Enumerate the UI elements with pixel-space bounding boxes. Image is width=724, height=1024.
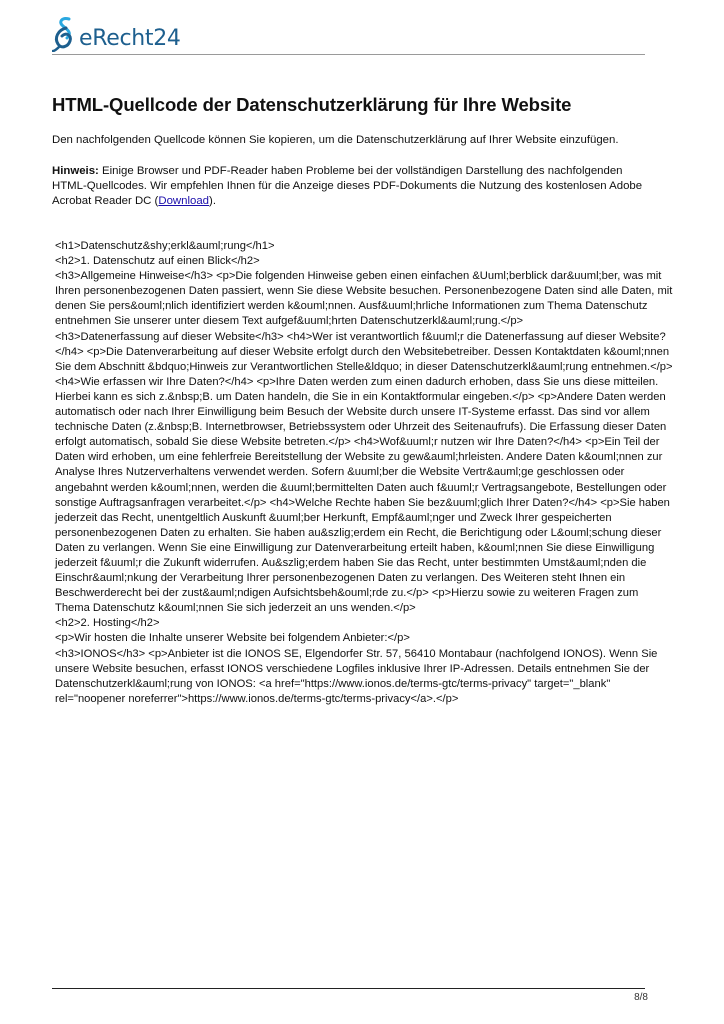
code-line: <h2>2. Hosting</h2> (55, 617, 160, 630)
logo-text: eRecht24 (79, 26, 181, 51)
page-header (52, 14, 645, 55)
code-line: <h3>Allgemeine Hinweise</h3> <p>Die folgenden Hinweise geben einen einfachen &Uuml;berblick dar&uuml;ber, was mit Ihren personenbezogenen Daten passiert, wenn Sie diese Website besuchen. Personenbezogene Daten sind alle Daten, mit denen Sie pers&ouml;nlich identifiziert werden k&ouml;nnen. Ausf&uuml;hrliche Informationen zum Thema Datenschutz entnehmen Sie unserer unter diesem Text aufgef&uuml;hrten Datenschutzerkl&auml;rung.</p> (55, 270, 673, 328)
hint-end: ). (209, 195, 216, 207)
erecht24-logo (52, 16, 181, 52)
intro-text: Den nachfolgenden Quellcode können Sie kopieren, um die Datenschutzerklärung auf Ihrer Website einzufügen. (52, 134, 619, 146)
code-line: <h3>IONOS</h3> <p>Anbieter ist die IONOS SE, Elgendorfer Str. 57, 56410 Montabaur (nachfolgend IONOS). Wenn Sie unsere Website besuchen, erfasst IONOS verschiedene Logfiles inklusive Ihrer IP-Adressen. Details entnehmen Sie der Datenschutzerkl&auml;rung von IONOS: <a href="https://www.ionos.de/terms-gtc/terms-privacy" target="_blank" rel="noopener noreferrer">https://www.ionos.de/terms-gtc/terms-privacy</a>.</p> (55, 647, 658, 705)
hint-text: Einige Browser und PDF-Reader haben Probleme bei der vollständigen Darstellung des nachfolgenden HTML-Quellcodes. Wir empfehlen Ihnen für die Anzeige dieses PDF-Dokuments die Nutzung des kostenlosen Adobe Acrobat Reader DC ( (52, 165, 643, 207)
code-line: <h1>Datenschutz&shy;erkl&auml;rung</h1> (55, 240, 275, 252)
download-link[interactable]: Download (158, 195, 210, 207)
hint-label: Hinweis: (52, 165, 99, 177)
page-number: 8/8 (634, 992, 648, 1003)
footer-rule (52, 988, 645, 989)
code-line: <h3>Datenerfassung auf dieser Website</h3> <h4>Wer ist verantwortlich f&uuml;r die Datenerfassung auf dieser Website?</h4> <p>Die Datenverarbeitung auf dieser Website erfolgt durch den Websitebetreiber. Dessen Kontaktdaten k&ouml;nnen Sie dem Abschnitt &bdquo;Hinweis zur Verantwortlichen Stelle&ldquo; in dieser Datenschutzerkl&auml;rung entnehmen.</p> <h4>Wie erfassen wir Ihre Daten?</h4> <p>Ihre Daten werden zum einen dadurch erhoben, dass Sie uns diese mitteilen. Hierbei kann es sich z.&nbsp;B. um Daten handeln, die Sie in ein Kontaktformular eingeben.</p> <p>Andere Daten werden automatisch oder nach Ihrer Einwilligung beim Besuch der Website durch unsere IT-Systeme erfasst. Das sind vor allem technische Daten (z.&nbsp;B. Internetbrowser, Betriebssystem oder Uhrzeit des Seitenaufrufs). Die Erfassung dieser Daten erfolgt automatisch, sobald Sie diese Website betreten.</p> <h4>Wof&uuml;r nutzen wir Ihre Daten?</h4> <p>Ein Teil der Daten wird erhoben, um eine fehlerfreie Bereitstellung der Website zu gew&auml;hrleisten. Andere Daten k&ouml;nnen zur Analyse Ihres Nutzerverhaltens verwendet werden. Sofern &uuml;ber die Website Vertr&auml;ge geschlossen oder angebahnt werden k&ouml;nnen, werden die &uuml;bermittelten Daten auch f&uuml;r Vertragsangebote, Bestellungen oder sonstige Auftragsanfragen verarbeitet.</p> <h4>Welche Rechte haben Sie bez&uuml;glich Ihrer Daten?</h4> <p>Sie haben jederzeit das Recht, unentgeltlich Auskunft &uuml;ber Herkunft, Empf&auml;nger und Zweck Ihrer gespeicherten personenbezogenen Daten zu erhalten. Sie haben au&szlig;erdem ein Recht, die Berichtigung oder L&ouml;schung dieser Daten zu verlangen. Wenn Sie eine Einwilligung zur Datenverarbeitung erteilt haben, k&ouml;nnen Sie diese Einwilligung jederzeit f&uuml;r die Zukunft widerrufen. Au&szlig;erdem haben Sie das Recht, unter bestimmten Umst&auml;nden die Einschr&auml;nkung der Verarbeitung Ihrer personenbezogenen Daten zu verlangen. Des Weiteren steht Ihnen ein Beschwerderecht bei der zust&auml;ndigen Aufsichtsbeh&ouml;rde zu.</p> <p>Hierzu sowie zu weiteren Fragen zum Thema Datenschutz k&ouml;nnen Sie sich jederzeit an uns wenden.</p> (55, 330, 673, 615)
paragraph-logo-icon (52, 16, 78, 52)
code-line: <h2>1. Datenschutz auf einen Blick</h2> (55, 255, 260, 268)
hint-paragraph (52, 164, 652, 209)
html-source-code-block (55, 239, 673, 707)
page-title: HTML-Quellcode der Datenschutzerklärung für Ihre Website (52, 94, 572, 115)
code-line: <p>Wir hosten die Inhalte unserer Website bei folgendem Anbieter:</p> (55, 632, 410, 645)
